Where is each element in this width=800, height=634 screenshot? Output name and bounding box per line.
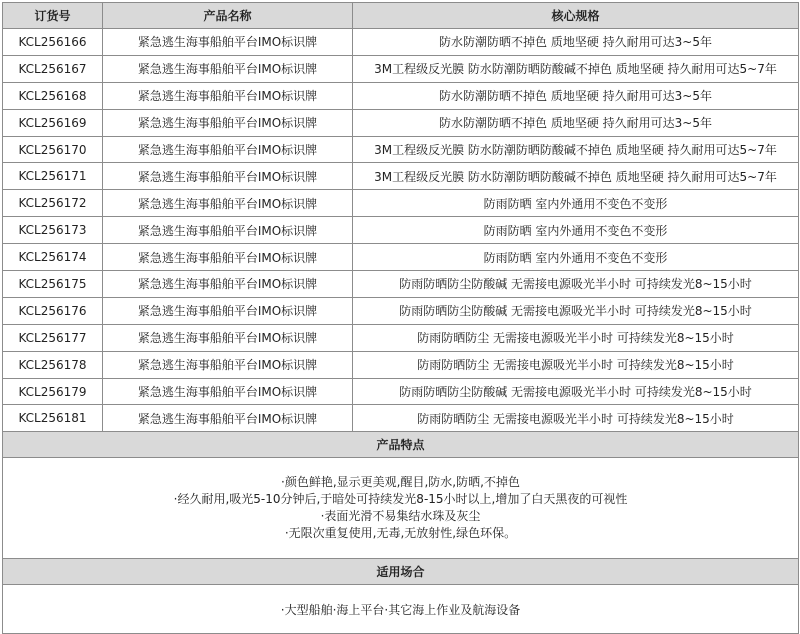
- spec-cell: 防水防潮防晒不掉色 质地坚硬 持久耐用可达3~5年: [353, 82, 799, 109]
- spec-cell: 3M工程级反光膜 防水防潮防晒防酸碱不掉色 质地坚硬 持久耐用可达5~7年: [353, 55, 799, 82]
- order-no-cell: KCL256167: [3, 55, 103, 82]
- product-name-cell: 紧急逃生海事船舶平台IMO标识牌: [103, 271, 353, 298]
- features-title: 产品特点: [3, 432, 799, 458]
- table-row: [3, 109, 799, 136]
- spec-cell: 防雨防晒防尘防酸碱 无需接电源吸光半小时 可持续发光8~15小时: [353, 271, 799, 298]
- order-no-cell: KCL256168: [3, 82, 103, 109]
- spec-cell: 防水防潮防晒不掉色 质地坚硬 持久耐用可达3~5年: [353, 109, 799, 136]
- feature-line: ·经久耐用,吸光5-10分钟后,于暗处可持续发光8-15小时以上,增加了白天黑夜的可视性: [173, 492, 628, 507]
- table-row: [3, 351, 799, 378]
- order-no-cell: KCL256179: [3, 378, 103, 405]
- order-no-cell: KCL256176: [3, 297, 103, 324]
- table-row: [3, 217, 799, 244]
- order-no-cell: KCL256178: [3, 351, 103, 378]
- usage-row: [3, 585, 799, 634]
- product-name-cell: 紧急逃生海事船舶平台IMO标识牌: [103, 351, 353, 378]
- order-no-cell: KCL256171: [3, 163, 103, 190]
- order-no-cell: KCL256169: [3, 109, 103, 136]
- product-name-cell: 紧急逃生海事船舶平台IMO标识牌: [103, 244, 353, 271]
- table-row: [3, 297, 799, 324]
- spec-cell: 防雨防晒防尘 无需接电源吸光半小时 可持续发光8~15小时: [353, 351, 799, 378]
- product-name-cell: 紧急逃生海事船舶平台IMO标识牌: [103, 163, 353, 190]
- product-name-cell: 紧急逃生海事船舶平台IMO标识牌: [103, 378, 353, 405]
- order-no-cell: KCL256173: [3, 217, 103, 244]
- features-header-row: [3, 432, 799, 458]
- order-no-cell: KCL256166: [3, 29, 103, 56]
- product-name-cell: 紧急逃生海事船舶平台IMO标识牌: [103, 217, 353, 244]
- table-row: [3, 55, 799, 82]
- order-no-cell: KCL256175: [3, 271, 103, 298]
- spec-cell: 防雨防晒防尘防酸碱 无需接电源吸光半小时 可持续发光8~15小时: [353, 378, 799, 405]
- table-row: [3, 244, 799, 271]
- usage-text: ·大型船舶·海上平台·其它海上作业及航海设备: [3, 585, 799, 634]
- header-order-no: 订货号: [3, 3, 103, 29]
- table-row: [3, 378, 799, 405]
- product-name-cell: 紧急逃生海事船舶平台IMO标识牌: [103, 190, 353, 217]
- product-name-cell: 紧急逃生海事船舶平台IMO标识牌: [103, 82, 353, 109]
- order-no-cell: KCL256177: [3, 324, 103, 351]
- header-row: [3, 3, 799, 29]
- spec-cell: 3M工程级反光膜 防水防潮防晒防酸碱不掉色 质地坚硬 持久耐用可达5~7年: [353, 136, 799, 163]
- features-cell: [3, 458, 799, 559]
- spec-table: [2, 2, 799, 634]
- product-name-cell: 紧急逃生海事船舶平台IMO标识牌: [103, 324, 353, 351]
- feature-line: ·表面光滑不易集结水珠及灰尘: [320, 509, 481, 524]
- order-no-cell: KCL256170: [3, 136, 103, 163]
- header-core-spec: 核心规格: [353, 3, 799, 29]
- spec-cell: 防水防潮防晒不掉色 质地坚硬 持久耐用可达3~5年: [353, 29, 799, 56]
- table-row: [3, 405, 799, 432]
- product-name-cell: 紧急逃生海事船舶平台IMO标识牌: [103, 55, 353, 82]
- spec-cell: 防雨防晒防尘 无需接电源吸光半小时 可持续发光8~15小时: [353, 405, 799, 432]
- header-product-name: 产品名称: [103, 3, 353, 29]
- feature-line: ·颜色鲜艳,显示更美观,醒目,防水,防晒,不掉色: [281, 475, 520, 490]
- item-rows: [3, 29, 799, 432]
- table-row: [3, 136, 799, 163]
- table-row: [3, 324, 799, 351]
- table-row: [3, 82, 799, 109]
- table-row: [3, 29, 799, 56]
- table-row: [3, 163, 799, 190]
- usage-header-row: [3, 559, 799, 585]
- usage-title: 适用场合: [3, 559, 799, 585]
- product-name-cell: 紧急逃生海事船舶平台IMO标识牌: [103, 297, 353, 324]
- table-row: [3, 271, 799, 298]
- spec-cell: 防雨防晒防尘防酸碱 无需接电源吸光半小时 可持续发光8~15小时: [353, 297, 799, 324]
- spec-cell: 防雨防晒 室内外通用不变色不变形: [353, 217, 799, 244]
- spec-cell: 防雨防晒防尘 无需接电源吸光半小时 可持续发光8~15小时: [353, 324, 799, 351]
- product-name-cell: 紧急逃生海事船舶平台IMO标识牌: [103, 29, 353, 56]
- table-row: [3, 190, 799, 217]
- product-name-cell: 紧急逃生海事船舶平台IMO标识牌: [103, 109, 353, 136]
- spec-cell: 防雨防晒 室内外通用不变色不变形: [353, 244, 799, 271]
- features-row: [3, 458, 799, 559]
- order-no-cell: KCL256174: [3, 244, 103, 271]
- order-no-cell: KCL256181: [3, 405, 103, 432]
- order-no-cell: KCL256172: [3, 190, 103, 217]
- feature-line: ·无限次重复使用,无毒,无放射性,绿色环保。: [284, 526, 517, 541]
- spec-cell: 3M工程级反光膜 防水防潮防晒防酸碱不掉色 质地坚硬 持久耐用可达5~7年: [353, 163, 799, 190]
- spec-cell: 防雨防晒 室内外通用不变色不变形: [353, 190, 799, 217]
- product-name-cell: 紧急逃生海事船舶平台IMO标识牌: [103, 405, 353, 432]
- product-name-cell: 紧急逃生海事船舶平台IMO标识牌: [103, 136, 353, 163]
